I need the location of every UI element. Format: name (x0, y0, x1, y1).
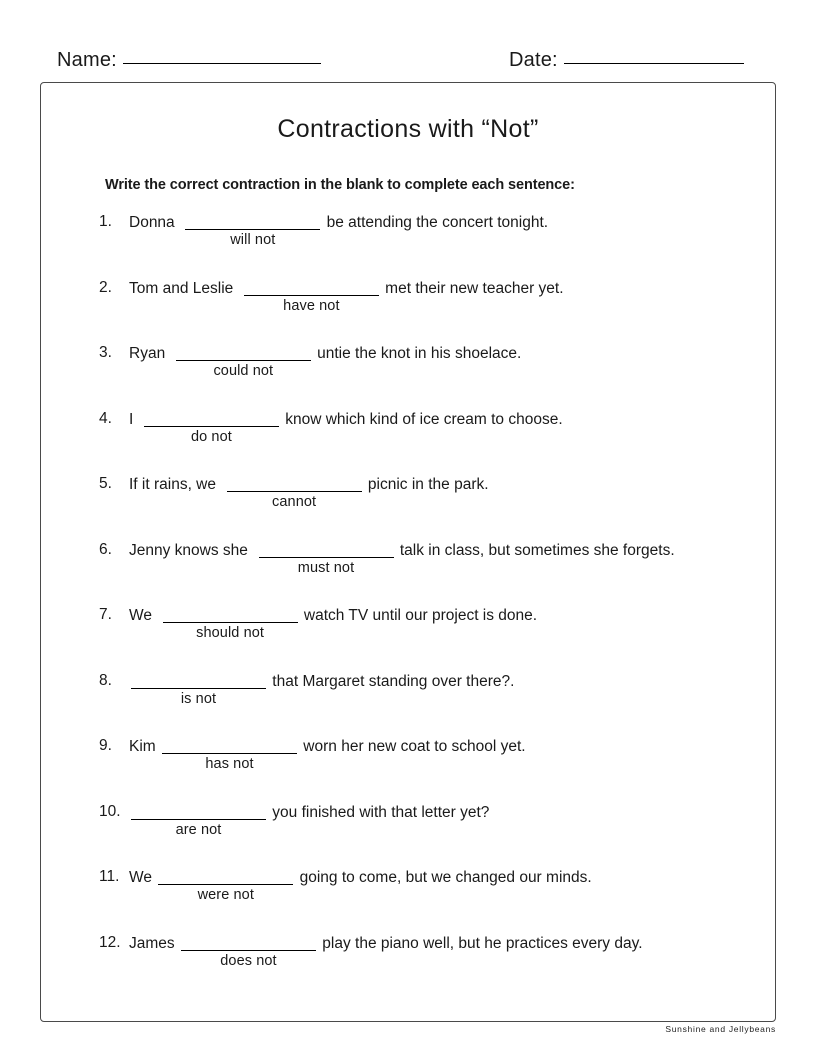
question-row (41, 541, 775, 607)
question-row (41, 410, 775, 476)
answer-hint-word: could not (213, 363, 274, 379)
answer-blank[interactable] (131, 803, 266, 839)
question-row (41, 279, 775, 345)
question-row (41, 803, 775, 869)
question-number: 7. (99, 606, 112, 623)
answer-blank-line[interactable] (176, 344, 311, 361)
question-body (129, 475, 489, 511)
question-body (129, 213, 548, 249)
question-number: 12. (99, 933, 121, 951)
name-field-group (57, 49, 321, 72)
question-text-before-blank: Ryan (129, 345, 174, 362)
answer-blank-line[interactable] (259, 541, 394, 558)
question-body (129, 410, 563, 446)
answer-blank[interactable] (227, 475, 362, 511)
answer-hint-word: were not (197, 887, 254, 903)
answer-hint-word: will not (230, 232, 276, 248)
question-text-after-blank: met their new teacher yet. (380, 279, 564, 297)
answer-blank-line[interactable] (131, 803, 266, 820)
answer-blank[interactable] (259, 541, 394, 577)
question-number: 1. (99, 213, 112, 230)
question-body (129, 672, 514, 708)
question-body (129, 737, 526, 773)
answer-hint-word: has not (205, 756, 254, 772)
question-text-after-blank: know which kind of ice cream to choose. (280, 410, 563, 428)
question-row (41, 606, 775, 672)
question-number: 4. (99, 409, 112, 427)
question-text-before-blank: Jenny knows she (129, 541, 257, 559)
question-text-after-blank: picnic in the park. (363, 476, 489, 493)
answer-blank[interactable] (162, 737, 297, 773)
question-text-after-blank: going to come, but we changed our minds. (295, 869, 592, 886)
name-label: Name: (57, 49, 117, 71)
question-list (41, 213, 775, 999)
question-number: 10. (99, 802, 121, 820)
answer-blank-line[interactable] (181, 934, 316, 951)
answer-hint-word: is not (180, 690, 217, 707)
question-text-before-blank: Donna (129, 214, 184, 231)
question-text-after-blank: be attending the concert tonight. (322, 214, 549, 231)
question-number: 11. (99, 868, 120, 885)
answer-blank[interactable] (181, 934, 316, 970)
question-body (129, 803, 489, 839)
question-number: 6. (99, 540, 112, 558)
answer-blank[interactable] (158, 868, 293, 904)
answer-blank-line[interactable] (131, 672, 266, 689)
question-row (41, 475, 775, 541)
answer-blank-line[interactable] (158, 868, 293, 885)
question-body (129, 934, 643, 970)
question-text-before-blank: We (129, 869, 157, 886)
question-number: 3. (99, 344, 112, 361)
answer-hint-word: are not (175, 821, 222, 838)
question-text-after-blank: play the piano well, but he practices every day. (317, 934, 643, 952)
answer-hint-word: have not (283, 297, 340, 314)
question-text-before-blank: We (129, 607, 161, 624)
question-text-before-blank: If it rains, we (129, 476, 225, 493)
question-text-after-blank: untie the knot in his shoelace. (312, 345, 522, 362)
answer-blank-line[interactable] (144, 410, 279, 427)
question-row (41, 868, 775, 934)
question-body (129, 868, 592, 904)
question-body (129, 541, 675, 577)
question-number: 5. (99, 475, 112, 492)
question-text-after-blank: you finished with that letter yet? (268, 803, 490, 821)
credit-line: Sunshine and Jellybeans (665, 1024, 776, 1034)
date-label: Date: (509, 49, 558, 71)
question-text-after-blank: talk in class, but sometimes she forgets. (395, 541, 675, 559)
question-row (41, 344, 775, 410)
worksheet-header (0, 36, 816, 72)
answer-hint-word: do not (190, 428, 232, 445)
answer-blank[interactable] (185, 213, 320, 249)
answer-blank-line[interactable] (185, 213, 320, 230)
question-row (41, 213, 775, 279)
answer-hint-word: does not (220, 952, 277, 969)
answer-blank[interactable] (176, 344, 311, 380)
date-field-group (509, 49, 744, 72)
question-row (41, 737, 775, 803)
question-body (129, 606, 537, 642)
question-text-before-blank: I (129, 410, 142, 428)
answer-blank-line[interactable] (163, 606, 298, 623)
question-number: 9. (99, 737, 112, 754)
question-body (129, 344, 521, 380)
date-write-line[interactable] (564, 62, 744, 64)
answer-blank-line[interactable] (162, 737, 297, 754)
page-title: Contractions with “Not” (277, 115, 539, 143)
question-text-after-blank: that Margaret standing over there?. (268, 672, 515, 690)
instructions-text: Write the correct contraction in the blank to complete each sentence: (105, 177, 575, 193)
answer-blank[interactable] (144, 410, 279, 446)
answer-blank[interactable] (244, 279, 379, 315)
answer-blank[interactable] (163, 606, 298, 642)
answer-blank-line[interactable] (244, 279, 379, 296)
answer-hint-word: should not (196, 625, 265, 641)
question-body (129, 279, 564, 315)
answer-hint-word: must not (297, 559, 355, 576)
question-number: 8. (99, 671, 112, 689)
question-row (41, 672, 775, 738)
question-text-before-blank: James (129, 934, 179, 952)
question-row (41, 934, 775, 1000)
worksheet-body (40, 82, 776, 1022)
question-text-after-blank: watch TV until our project is done. (299, 607, 538, 624)
name-write-line[interactable] (123, 62, 321, 64)
question-text-after-blank: worn her new coat to school yet. (299, 738, 526, 755)
question-text-before-blank: Tom and Leslie (129, 279, 242, 297)
question-text-before-blank: Kim (129, 738, 160, 755)
answer-hint-word: cannot (272, 494, 317, 510)
answer-blank[interactable] (131, 672, 266, 708)
question-number: 2. (99, 278, 112, 296)
answer-blank-line[interactable] (227, 475, 362, 492)
